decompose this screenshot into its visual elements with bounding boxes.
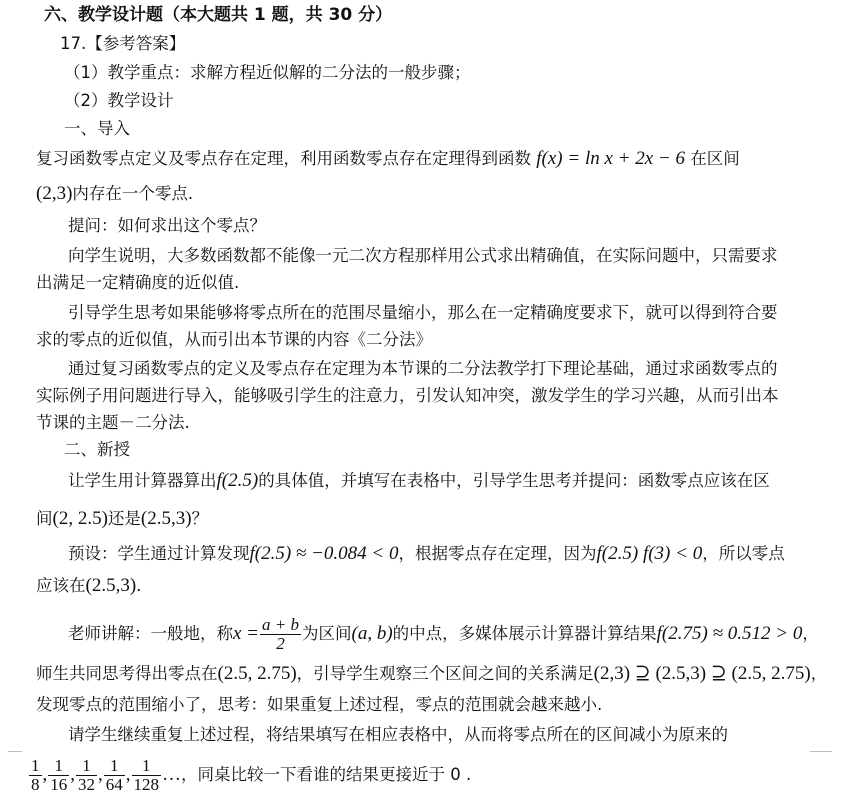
teacher-f275: f(2.75) ≈ 0.512 > 0 — [656, 623, 803, 644]
teacher-text-b: 为区间 — [302, 624, 352, 643]
midpoint-numerator: a + b — [262, 615, 299, 634]
preset-text-b: ，根据零点存在定理，因为 — [398, 544, 597, 563]
fraction-numerator: 1 — [142, 756, 151, 775]
heading-intro: 一、导入 — [64, 119, 130, 138]
fraction-ellipsis: … — [162, 764, 181, 785]
teacher-interval-ab: (a, b) — [351, 623, 393, 644]
fraction-separator: , — [42, 764, 48, 785]
think-line — [36, 663, 827, 685]
question-number: 17.【参考答案】 — [60, 34, 186, 53]
fraction — [104, 757, 125, 794]
question-prompt: 提问：如何求出这个零点？ — [68, 216, 266, 235]
purpose-line-1: 通过复习函数零点的定义及零点存在定理为本节课的二分法教学打下理论基础，通过求函数零点的 — [68, 359, 778, 378]
calc-text-a: 让学生用计算器算出 — [68, 471, 217, 490]
answer-point-2: （2）教学设计 — [64, 91, 174, 110]
fraction-denominator: 8 — [31, 775, 40, 794]
think-interval: (2.5, 2.75) — [217, 663, 297, 684]
calc-interval-2: (2.5,3) — [140, 508, 192, 529]
fraction-denominator: 16 — [50, 775, 68, 794]
fraction — [132, 757, 162, 794]
intro-text-c: 内存在一个零点. — [72, 184, 194, 203]
calc-line-2 — [36, 508, 208, 530]
intro-text-a: 复习函数零点定义及零点存在定理，利用函数零点存在定理得到函数 — [36, 149, 531, 168]
calc-text-d: 还是 — [107, 509, 141, 528]
preset-line-1 — [68, 543, 785, 565]
teacher-text-d: ， — [802, 624, 819, 643]
preset-line-2 — [36, 575, 141, 597]
preset-interval: (2.5,3) — [85, 575, 137, 596]
intro-function: f(x) = ln x + 2x − 6 — [536, 148, 685, 169]
think-text-b: ，引导学生观察三个区间之间的关系满足 — [296, 664, 594, 683]
intro-line-1 — [36, 148, 740, 170]
answer-point-1: （1）教学重点：求解方程近似解的二分法的一般步骤； — [64, 63, 471, 82]
think-text-c: ， — [810, 664, 828, 683]
closing-text: ，同桌比较一下看谁的结果更接近于 0 . — [181, 765, 472, 784]
fraction-numerator: 1 — [31, 756, 40, 775]
preset-text-a: 预设：学生通过计算发现 — [68, 544, 250, 563]
think-relation: (2,3) ⊇ (2.5,3) ⊇ (2.5, 2.75) — [593, 663, 811, 684]
explain-line-2: 出满足一定精确度的近似值. — [36, 273, 240, 292]
find-line: 发现零点的范围缩小了，思考：如果重复上述过程，零点的范围就会越来越小. — [36, 695, 603, 714]
teacher-x: x = — [233, 623, 260, 644]
teacher-text-a: 老师讲解：一般地，称 — [68, 624, 233, 643]
preset-text-d: 应该在 — [36, 576, 86, 595]
calc-line-1 — [68, 470, 770, 492]
teacher-line — [68, 616, 819, 653]
preset-text-e: . — [136, 576, 142, 595]
calc-text-b: 的具体值，并填写在表格中，引导学生思考并提问：函数零点应该在区 — [258, 471, 770, 490]
fraction-line — [28, 757, 471, 794]
preset-math-2: f(2.5) f(3) < 0 — [596, 543, 703, 564]
calc-text-e: ？ — [191, 509, 209, 528]
fraction-separator: , — [70, 764, 75, 785]
calc-f25: f(2.5) — [216, 470, 259, 491]
fraction-numerator: 1 — [54, 756, 63, 775]
guide-line-2: 求的零点的近似值，从而引出本节课的内容《二分法》 — [36, 330, 432, 349]
fraction — [76, 757, 97, 794]
calc-interval-1: (2, 2.5) — [52, 508, 108, 529]
intro-text-b: 在区间 — [690, 149, 740, 168]
section-title: 六、教学设计题（本大题共 1 题，共 30 分） — [44, 5, 393, 25]
fraction-denominator: 128 — [133, 775, 159, 794]
fraction-separator: , — [98, 764, 103, 785]
explain-line-1: 向学生说明，大多数函数都不能像一元二次方程那样用公式求出精确值，在实际问题中，只需要求 — [68, 246, 778, 265]
think-text-a: 师生共同思考得出零点在 — [36, 664, 218, 683]
teacher-text-c: 的中点，多媒体展示计算器计算结果 — [392, 624, 657, 643]
continue-line: 请学生继续重复上述过程，将结果填写在相应表格中，从而将零点所在的区间减小为原来的 — [68, 725, 728, 744]
fraction-denominator: 64 — [105, 775, 123, 794]
intro-line-2 — [36, 183, 193, 205]
preset-math-1: f(2.5) ≈ −0.084 < 0 — [249, 543, 399, 564]
fraction — [29, 757, 42, 794]
midpoint-denominator: 2 — [260, 634, 301, 653]
fraction-denominator: 32 — [78, 775, 95, 794]
purpose-line-3: 节课的主题－二分法. — [36, 413, 190, 432]
page-divider-left — [8, 751, 22, 752]
heading-new: 二、新授 — [64, 440, 130, 459]
fraction-numerator: 1 — [110, 756, 119, 775]
calc-text-c: 间 — [36, 509, 53, 528]
guide-line-1: 引导学生思考如果能够将零点所在的范围尽量缩小，那么在一定精确度要求下，就可以得到符合要 — [68, 303, 778, 322]
fraction-numerator: 1 — [82, 756, 91, 775]
fraction — [48, 757, 69, 794]
page-divider-right — [810, 751, 832, 752]
intro-interval: (2,3) — [36, 183, 73, 204]
midpoint-fraction — [260, 616, 301, 653]
purpose-line-2: 实际例子用问题进行导入，能够吸引学生的注意力，引发认知冲突，激发学生的学习兴趣，从而引出本 — [36, 386, 779, 405]
preset-text-c: ，所以零点 — [702, 544, 785, 563]
fraction-separator: , — [125, 764, 131, 785]
